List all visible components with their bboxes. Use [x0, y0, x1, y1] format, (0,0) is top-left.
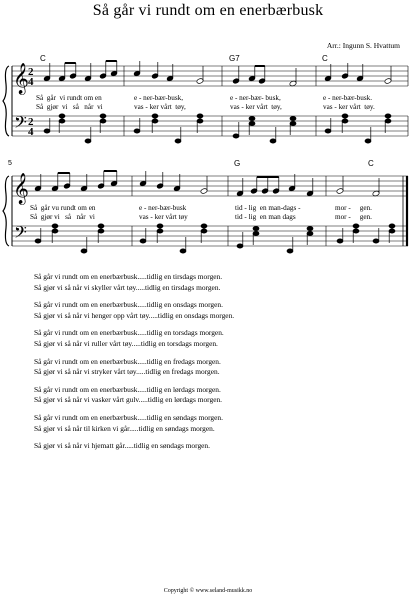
bass-clef-icon: 𝄢 — [14, 222, 27, 246]
treble-clef-icon: 𝄞 — [13, 173, 29, 204]
verse-line: Så går vi rundt om en enerbærbusk.....tidlig en onsdags morgen. — [34, 300, 223, 310]
chord-symbol: C — [322, 54, 328, 63]
treble-clef-icon: 𝄞 — [13, 63, 29, 94]
system2-bass-staff — [12, 226, 408, 246]
verse — [34, 357, 394, 378]
verse-line: Så går vi rundt om en enerbærbusk.....tidlig en torsdags morgen. — [34, 328, 224, 338]
verse — [34, 413, 394, 434]
lyric-line: vas - ker vårt tøy, — [230, 103, 282, 111]
verse-line: Så gjør vi så når vi vasker vårt gulv.....tidlig en lørdags morgen. — [34, 395, 223, 405]
bass-clef-icon: 𝄢 — [14, 112, 27, 136]
lyric-line: tid - lig en man-dags - — [235, 204, 301, 212]
time-sig-top: 2 — [28, 116, 34, 128]
system1-accompaniment — [44, 114, 391, 143]
verses-block — [34, 272, 394, 459]
lyric-line: vas - ker vårt tøy. — [323, 103, 375, 111]
lyric-line: e - ner-bær- busk, — [230, 94, 281, 102]
verse — [34, 272, 394, 293]
system1-bass-staff — [12, 116, 408, 136]
verse — [34, 300, 394, 321]
verse-line: Så går vi rundt om en enerbærbusk.....tidlig en tirsdags morgen. — [34, 272, 223, 281]
verse-line: Så gjør vi så når vi henger opp vårt tøy.....tidlig en onsdags morgen. — [34, 310, 235, 320]
lyric-line: Så går vi rundt om en — [36, 94, 102, 102]
chord-symbol: C — [368, 159, 374, 168]
song-title: Så går vi rundt om en enerbærbusk — [92, 2, 324, 19]
time-sig-bottom: 4 — [28, 76, 34, 88]
verse-line: Så går vi rundt om en enerbærbusk.....tidlig en fredags morgen. — [34, 356, 221, 366]
verse — [34, 385, 394, 406]
verse-line: Så gjør vi så når vi hjematt går.....tidlig en søndags morgen. — [34, 441, 210, 451]
chord-symbol: C — [40, 54, 46, 63]
lyric-line: Så gjør vi så når vi — [36, 103, 103, 111]
time-sig-bottom: 4 — [28, 126, 34, 138]
system2-melody — [34, 171, 379, 197]
verse-line: Så gjør vi så når vi stryker vårt tøy.....tidlig en fredags morgen. — [34, 367, 220, 377]
verse — [34, 328, 394, 349]
system2-treble-staff — [12, 176, 408, 196]
lyric-line: e - ner-bær-busk. — [323, 94, 373, 102]
lyric-line: tid - lig en man dags — [235, 213, 296, 221]
lyric-line: mor - gen. — [335, 204, 372, 212]
verse-line: Så gjør vi så når vi ruller vårt tøy.....tidlig en torsdags morgen. — [34, 338, 218, 348]
sheet-music-score — [0, 0, 416, 270]
arranger-credit: Arr.: Ingunn S. Hvattum — [326, 41, 400, 50]
verse-line: Så gjør vi så når vi skyller vårt tøy.....tidlig en tirsdags morgen. — [34, 282, 221, 292]
system1-melody — [43, 61, 391, 87]
lyric-line: vas - ker vårt tøy, — [134, 103, 186, 111]
verse-line: Så gjør vi så når til kirken vi går.....tidlig en søndags morgen. — [34, 423, 215, 433]
lyric-line: e - ner-bær-busk — [139, 204, 187, 212]
chord-symbol: G7 — [229, 54, 240, 63]
copyright-footer: Copyright © www.seland-musikk.no — [163, 588, 253, 594]
chord-symbol: G — [234, 159, 241, 168]
verse-line: Så går vi rundt om en enerbærbusk.....tidlig en lørdags morgen. — [34, 384, 221, 394]
lyric-line: Så gjør vi så når vi — [30, 213, 95, 221]
measure-number: 5 — [8, 160, 12, 167]
verse-line: Så går vi rundt om en enerbærbusk.....tidlig en søndags morgen. — [34, 412, 223, 422]
lyric-line: e - ner-bær-busk, — [134, 94, 184, 102]
lyric-line: mor - gen. — [335, 213, 372, 221]
system2-accompaniment — [35, 224, 395, 253]
lyric-line: Så går vu rundt om en — [30, 204, 96, 212]
time-sig-top: 2 — [28, 66, 34, 78]
lyric-line: vas - ker vårt tøy — [139, 213, 188, 221]
verse — [34, 441, 394, 452]
